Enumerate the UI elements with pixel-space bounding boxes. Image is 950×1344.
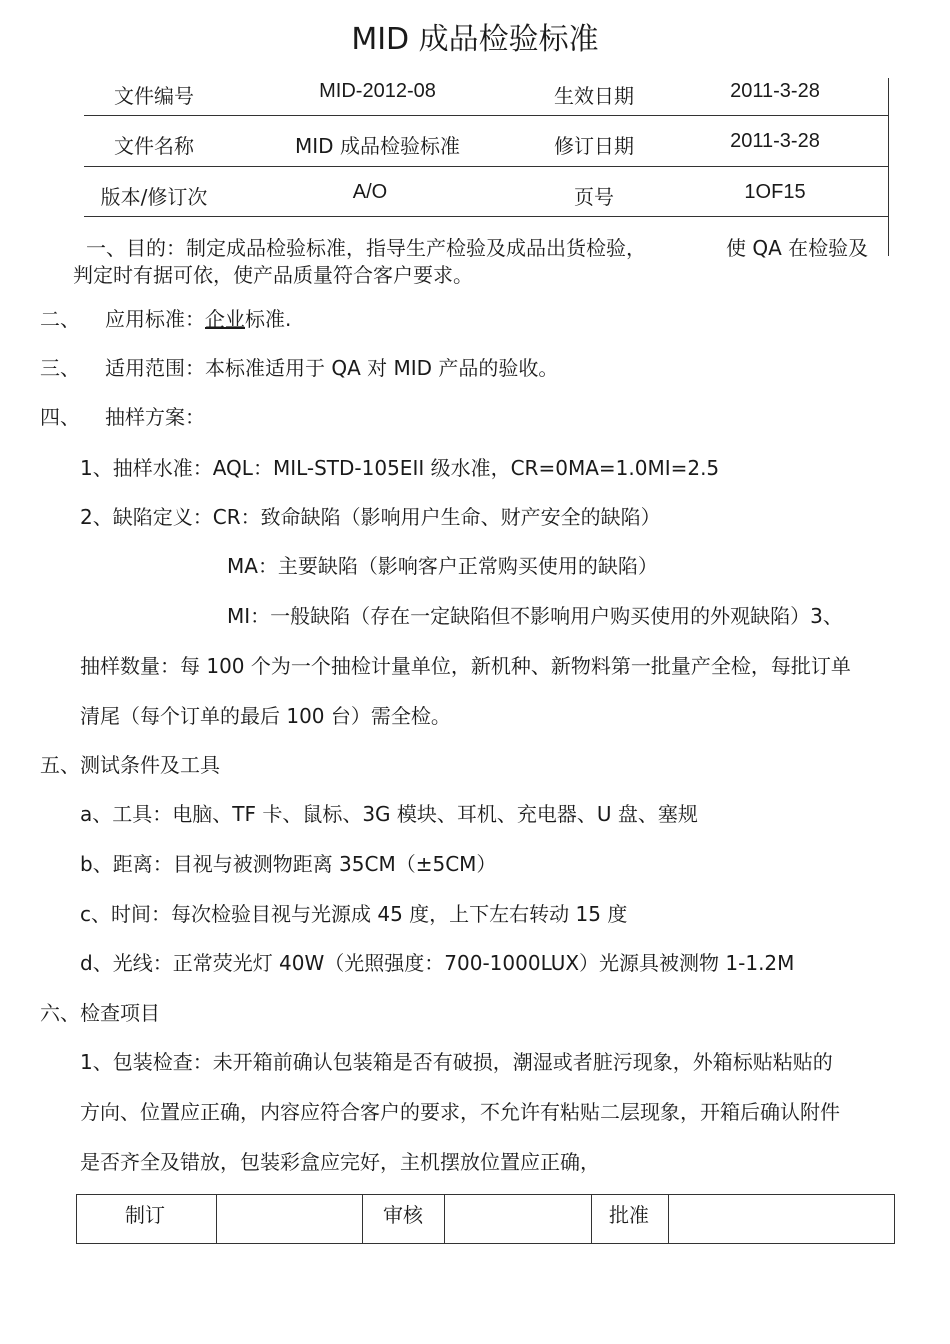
doc-number-value: MID-2012-08 (319, 80, 436, 102)
section-3-text: 适用范围：本标准适用于 QA 对 MID 产品的验收。 (105, 356, 559, 380)
effective-date-value: 2011-3-28 (730, 80, 820, 102)
table-divider (668, 1195, 669, 1243)
table-divider (444, 1195, 445, 1243)
defect-definition-ma: MA：主要缺陷（影响客户正常购买使用的缺陷） (227, 554, 658, 578)
revision-date-label: 修订日期 (554, 134, 634, 158)
purpose-line-1-end: 使 QA 在检验及 (726, 236, 869, 260)
prepared-by-label: 制订 (125, 1203, 165, 1227)
sample-size-line-2: 清尾（每个订单的最后 100 台）需全检。 (80, 704, 451, 728)
test-time: c、时间：每次检验目视与光源成 45 度，上下左右转动 15 度 (80, 902, 628, 926)
table-divider (84, 166, 889, 167)
section-4-number: 四、 (40, 405, 80, 429)
version-label: 版本/修订次 (100, 185, 208, 209)
table-divider (591, 1195, 592, 1243)
doc-number-label: 文件编号 (114, 84, 194, 108)
page-no-value: 1OF15 (744, 181, 806, 203)
page-title: MID 成品检验标准 (351, 22, 599, 57)
defect-definition-cr: 2、缺陷定义：CR：致命缺陷（影响用户生命、财产安全的缺陷） (80, 505, 661, 529)
defect-definition-mi: MI：一般缺陷（存在一定缺陷但不影响用户购买使用的外观缺陷）3、 (227, 604, 843, 628)
table-divider (84, 216, 889, 217)
table-border (888, 78, 889, 256)
purpose-line-1: 一、目的：制定成品检验标准，指导生产检验及成品出货检验， (86, 236, 646, 260)
signature-table (76, 1194, 895, 1244)
page-no-label: 页号 (574, 185, 614, 209)
section-5-heading: 五、测试条件及工具 (40, 753, 220, 777)
doc-name-value: MID 成品检验标准 (295, 134, 460, 158)
version-value: A/O (352, 181, 388, 203)
sample-size-line-1: 抽样数量：每 100 个为一个抽检计量单位，新机种、新物料第一批量产全检，每批订单 (80, 654, 851, 678)
sampling-level: 1、抽样水准：AQL：MIL-STD-105EII 级水准，CR=0MA=1.0MI=2.5 (80, 456, 720, 480)
test-lighting: d、光线：正常荧光灯 40W（光照强度：700-1000LUX）光源具被测物 1-1.2M (80, 951, 795, 975)
packaging-check-line-3: 是否齐全及错放，包装彩盒应完好，主机摆放位置应正确， (80, 1150, 600, 1174)
table-divider (362, 1195, 363, 1243)
test-tools: a、工具：电脑、TF 卡、鼠标、3G 模块、耳机、充电器、U 盘、塞规 (80, 802, 698, 826)
section-3-number: 三、 (40, 356, 80, 380)
doc-name-label: 文件名称 (114, 134, 194, 158)
section-4-text: 抽样方案： (105, 405, 205, 429)
table-divider (216, 1195, 217, 1243)
section-2-number: 二、 (40, 307, 80, 331)
approved-by-label: 批准 (609, 1203, 649, 1227)
table-divider (84, 115, 889, 116)
effective-date-label: 生效日期 (554, 84, 634, 108)
test-distance: b、距离：目视与被测物距离 35CM（±5CM） (80, 852, 497, 876)
purpose-line-2: 判定时有据可依，使产品质量符合客户要求。 (73, 263, 473, 287)
reviewed-by-label: 审核 (383, 1203, 423, 1227)
section-6-heading: 六、检查项目 (40, 1001, 160, 1025)
packaging-check-line-2: 方向、位置应正确，内容应符合客户的要求，不允许有粘贴二层现象，开箱后确认附件 (80, 1100, 840, 1124)
packaging-check-line-1: 1、包装检查：未开箱前确认包装箱是否有破损，潮湿或者脏污现象，外箱标贴粘贴的 (80, 1050, 833, 1074)
section-2-text: 应用标准：企业标准. (105, 307, 292, 331)
revision-date-value: 2011-3-28 (730, 130, 820, 152)
